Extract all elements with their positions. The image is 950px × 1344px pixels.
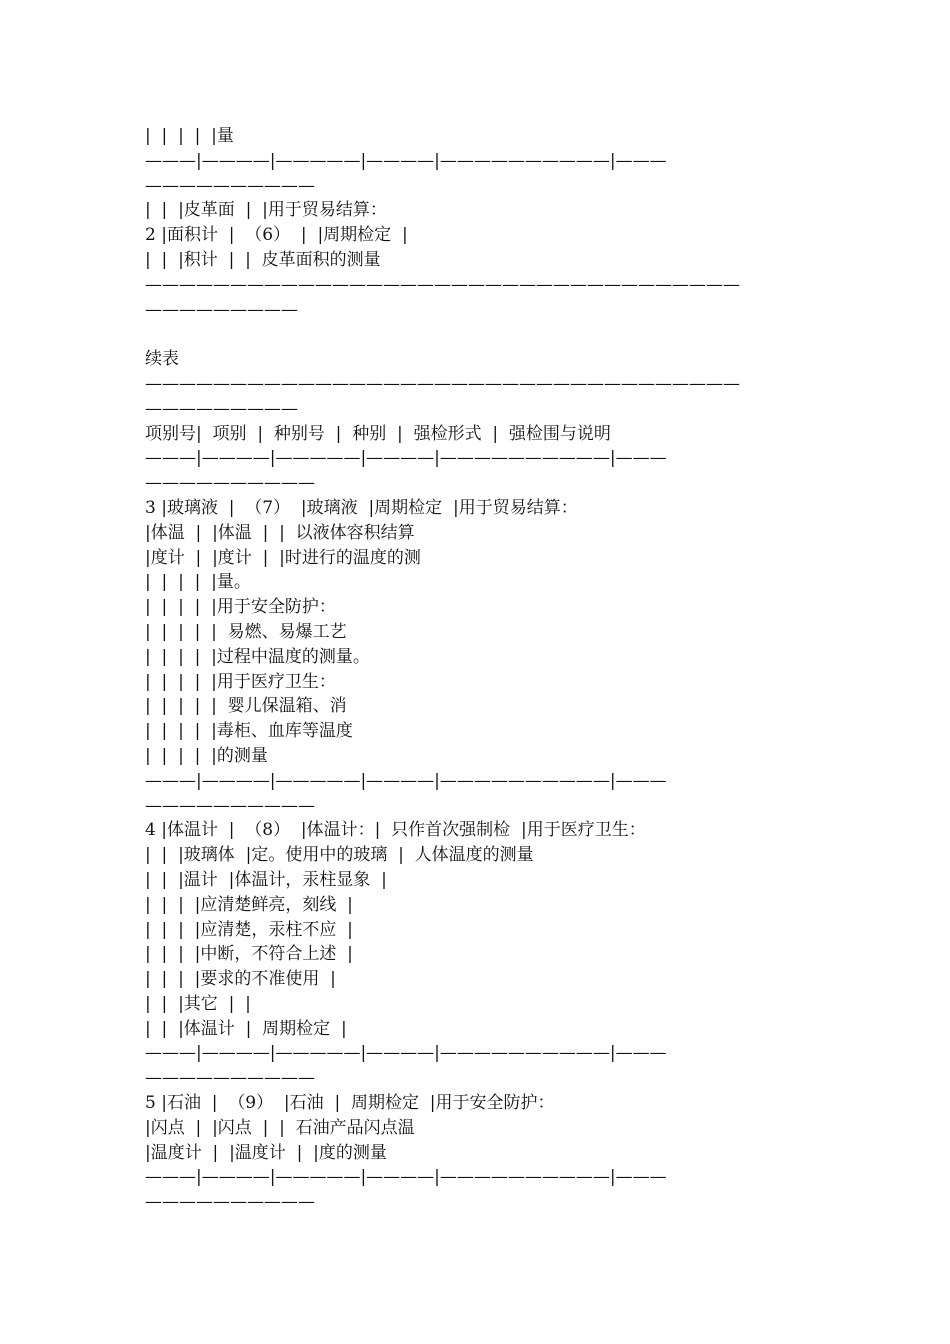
text-line: | | | |中断，不符合上述 | — [145, 944, 353, 965]
text-line: | | | | |毒柜、血库等温度 — [145, 721, 353, 742]
text-line: | | | | | 易燃、易爆工艺 — [145, 621, 347, 642]
text-line: ———|————|—————|————|——————————|——— — [145, 1043, 667, 1064]
text-line: | | |积计 | | 皮革面积的测量 — [145, 249, 381, 270]
section-heading: 续表 — [145, 349, 179, 370]
text-line: | | |其它 | | — [145, 993, 251, 1014]
text-line: | | | | |量。 — [145, 572, 251, 593]
text-line: ——————————————————————————————————— — [145, 274, 740, 295]
text-line: 2 |面积计 | （6） | |周期检定 | — [145, 225, 408, 246]
text-line: 3 |玻璃液 | （7） |玻璃液 |周期检定 |用于贸易结算： — [145, 497, 578, 518]
text-line: —————————— — [145, 175, 315, 196]
text-line: 5 |石油 | （9） |石油 | 周期检定 |用于安全防护： — [145, 1093, 555, 1114]
text-line: | | | | |过程中温度的测量。 — [145, 646, 370, 667]
text-line: ———|————|—————|————|——————————|——— — [145, 150, 667, 171]
text-line: | | | |要求的不准使用 | — [145, 969, 336, 990]
text-line: —————————— — [145, 795, 315, 816]
text-line: |闪点 | |闪点 | | 石油产品闪点温 — [145, 1117, 415, 1138]
text-line: | | | | |的测量 — [145, 745, 268, 766]
text-line: | | | | | 婴儿保温箱、消 — [145, 696, 347, 717]
text-line: —————————— — [145, 1192, 315, 1213]
text-line: |温度计 | |温度计 | |度的测量 — [145, 1142, 387, 1163]
text-line: |体温 | |体温 | | 以液体容积结算 — [145, 522, 415, 543]
text-line: | | |体温计 | 周期检定 | — [145, 1018, 347, 1039]
text-line: | | | |应清楚鲜亮，刻线 | — [145, 894, 353, 915]
text-line: ————————— — [145, 299, 298, 320]
text-line: ————————— — [145, 398, 298, 419]
text-line: | | | | |用于医疗卫生： — [145, 671, 336, 692]
text-line: ———|————|—————|————|——————————|——— — [145, 1167, 667, 1188]
text-line: | | |皮革面 | |用于贸易结算： — [145, 200, 387, 221]
text-line: —————————— — [145, 1068, 315, 1089]
text-line: | | | | |用于安全防护： — [145, 597, 336, 618]
text-line — [145, 322, 845, 347]
text-line: ———|————|—————|————|——————————|——— — [145, 448, 667, 469]
text-line: |度计 | |度计 | |时进行的温度的测 — [145, 547, 421, 568]
text-line: | | | | |量 — [145, 126, 234, 146]
text-line: | | |温计 |体温计，汞柱显象 | — [145, 869, 387, 890]
text-line: ———|————|—————|————|——————————|——— — [145, 770, 667, 791]
text-line: —————————— — [145, 473, 315, 494]
text-line: | | | |应清楚，汞柱不应 | — [145, 919, 353, 940]
text-line: | | |玻璃体 |定。使用中的玻璃 | 人体温度的测量 — [145, 845, 534, 866]
document-text — [145, 124, 845, 1215]
text-line: ——————————————————————————————————— — [145, 373, 740, 394]
table-header: 项别号| 项别 | 种别号 | 种别 | 强检形式 | 强检围与说明 — [145, 423, 611, 444]
text-line: 4 |体温计 | （8） |体温计：| 只作首次强制检 |用于医疗卫生： — [145, 820, 646, 841]
